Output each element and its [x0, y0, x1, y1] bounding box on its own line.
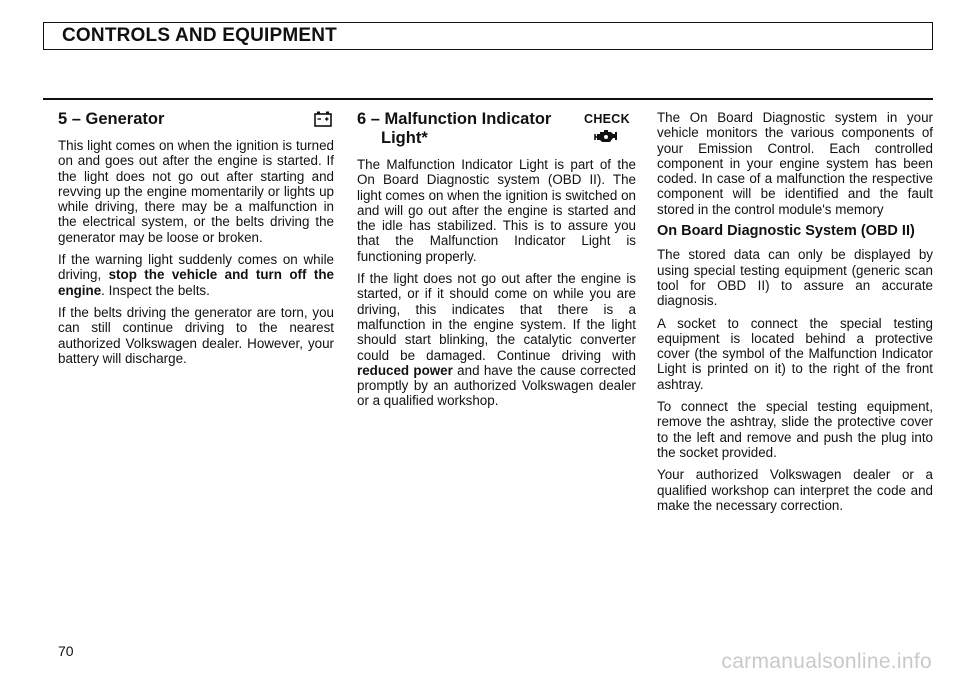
page-number: 70 [58, 643, 74, 659]
generator-paragraph-1: This light comes on when the ignition is turned on and goes out after the engine is started. If the light does not go out after starting and revving up the engine momentarily or lights up while driving, there may be a malfunction in the electrical system, or the belts driving the generator may be loose or broken. [58, 138, 334, 245]
check-indicator [578, 112, 636, 144]
mil-paragraph-1: The Malfunction Indicator Light is part of the On Board Diagnostic system (OBD II). The light comes on when the ignition is switched on and will go out after the engine is started and the idle has stabilized. This is to assure you that the Malfunction Indicator Light is functioning properly. [357, 157, 636, 264]
generator-heading [58, 110, 334, 129]
generator-column [58, 110, 334, 373]
mil-title-line2: Light* [381, 129, 428, 147]
obd-column [657, 110, 933, 520]
mil-title-line1: 6 – Malfunction Indicator [357, 110, 552, 128]
obd-subtitle: On Board Diagnostic System (OBD II) [657, 223, 915, 240]
generator-paragraph-3: If the belts driving the generator are torn, you can still continue driving to the nearest authorized Volkswagen dealer. However, your battery will discharge. [58, 304, 334, 366]
obd-paragraph-4: To connect the special testing equipment, remove the ashtray, slide the protective cover to the left and remove and push the plug into the socket provided. [657, 399, 933, 460]
engine-icon [594, 128, 620, 144]
divider-rule [43, 98, 933, 100]
generator-warning-bold: stop the vehicle and turn off the engine [58, 267, 334, 298]
obd-paragraph-1: The On Board Diagnostic system in your vehicle monitors the various components of your Emission Control. Each controlled component in your engine system has been coded. In case of a malfunction the respective component will be identified and the fault stored in the control module's memory [657, 110, 933, 217]
mil-heading [357, 110, 636, 148]
generator-paragraph-2: If the warning light suddenly comes on while driving, stop the vehicle and turn off the engine. Inspect the belts. [58, 252, 334, 298]
battery-icon [314, 111, 332, 127]
section-title: CONTROLS AND EQUIPMENT [62, 25, 337, 46]
obd-paragraph-2: The stored data can only be displayed by using special testing equipment (generic scan tool for OBD II) to assure an accurate diagnosis. [657, 247, 933, 309]
obd-paragraph-5: Your authorized Volkswagen dealer or a qualified workshop can interpret the code and make the necessary correction. [657, 467, 933, 513]
check-label: CHECK [584, 112, 630, 126]
section-header [43, 22, 933, 50]
obd-paragraph-3: A socket to connect the special testing equipment is located behind a protective cover (the symbol of the Malfunction Indicator Light is printed on it) to the right of the front ashtray. [657, 315, 933, 392]
mil-reduced-power-bold: reduced power [357, 362, 453, 378]
generator-title: 5 – Generator [58, 110, 165, 128]
mil-column [357, 110, 636, 416]
watermark: carmanualsonline.info [721, 650, 932, 673]
mil-paragraph-2: If the light does not go out after the engine is started, or if it should come on while you are driving, this indicates that there is a malfunction in the engine system. If the light should start blinking, the catalytic converter could be damaged. Continue driving with reduced power and have the cause corrected promptly by an authorized Volkswagen dealer or a qualified workshop. [357, 271, 637, 409]
